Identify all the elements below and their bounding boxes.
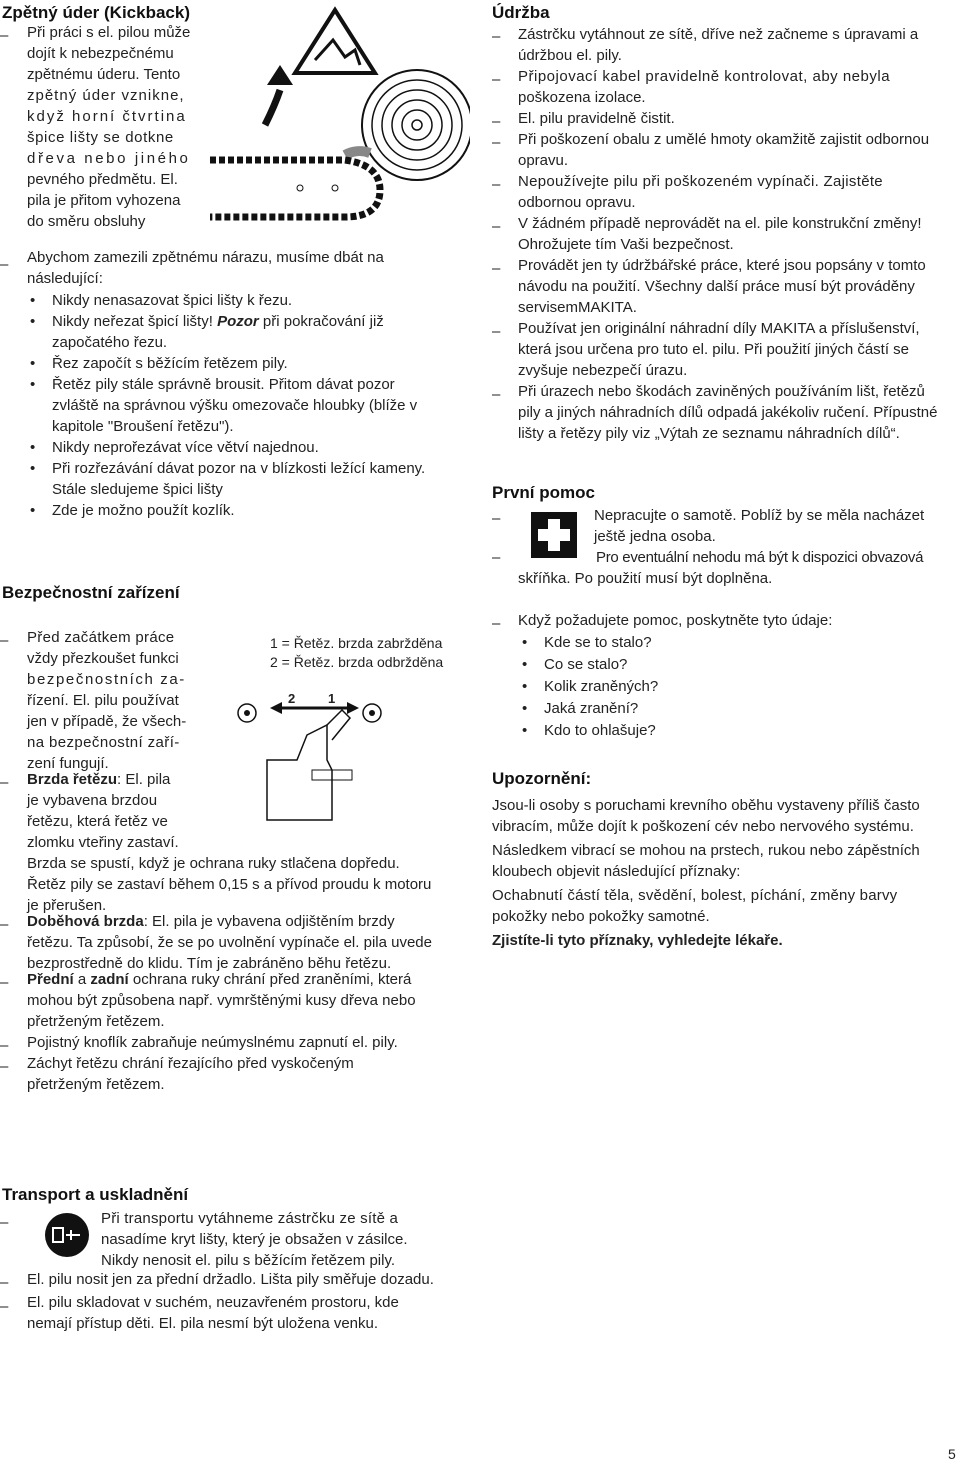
dash: – <box>0 1037 9 1054</box>
text-line: následující: <box>27 270 103 287</box>
text-line: vždy přezkoušet funkci <box>27 650 179 667</box>
text-line: Ochabnutí částí těla, svědění, bolest, píchání, změny barvy <box>492 887 898 904</box>
dash: – <box>492 218 501 235</box>
text-line: zení fungují. <box>27 755 109 772</box>
text-line: opravu. <box>518 152 569 169</box>
text-line: ještě jedna osoba. <box>594 528 716 545</box>
chainsaw-bar <box>210 160 380 217</box>
dash: – <box>492 176 501 193</box>
text-line: jen v případě, že všech- <box>27 713 187 730</box>
text-line: Nepracujte o samotě. Poblíž by se měla nacházet <box>594 507 925 524</box>
text-line: Používat jen originální náhradní díly MAKITA a příslušenství, <box>518 320 920 337</box>
label: zadní <box>90 971 129 988</box>
dash: – <box>492 113 501 130</box>
emphasis: Pozor <box>217 313 259 330</box>
maintenance-heading: Údržba <box>492 3 550 22</box>
text-line: Pojistný knoflík zabraňuje neúmyslnému zapnutí el. pily. <box>27 1034 398 1051</box>
dash: – <box>492 71 501 88</box>
text-line: Když požadujete pomoc, poskytněte tyto údaje: <box>518 612 833 629</box>
label: Doběhová brzda <box>27 913 144 930</box>
text-line: Stále sledujeme špici lišty <box>52 481 223 498</box>
text-line: Nikdy nenosit el. pilu s běžícím řetězem pily. <box>101 1252 396 1269</box>
text-line: Při práci s el. pilou může <box>27 24 191 41</box>
text-line: dojít k nebezpečnému <box>27 45 174 62</box>
dash: – <box>0 1298 9 1315</box>
kickback-heading: Zpětný úder (Kickback) <box>2 3 190 22</box>
question-item: • Kdo to ohlašuje? <box>544 720 656 741</box>
text-line: na bezpečnostní zaří- <box>27 734 180 751</box>
warning-advice: Zjistíte-li tyto příznaky, vyhledejte lékaře. <box>492 932 783 949</box>
text-line: skříňka. Po použití musí být doplněna. <box>518 570 773 587</box>
hand-guard <box>327 710 350 740</box>
text-line: započatého řezu. <box>52 334 168 351</box>
dash: – <box>492 28 501 45</box>
text-line: zvláště na správnou výšku omezovače hloubky (blíže v <box>52 397 418 414</box>
text-line: pily a jiných náhradních dílů odpadá jakékoliv ručení. Přípustné <box>518 404 938 421</box>
text-line: Řetěz pily se zastaví během 0,15 s a přívod proudu k motoru <box>27 876 432 893</box>
dash: – <box>492 549 501 566</box>
text-line: Před začátkem práce <box>27 629 175 646</box>
text-line: pokožky nebo pokožky samotné. <box>492 908 710 925</box>
text-line: V žádném případě neprovádět na el. pile konstrukční změny! <box>518 215 922 232</box>
arrow-head <box>267 65 293 85</box>
text-line: zlomku vteřiny zastaví. <box>27 834 179 851</box>
text-line: údržbou el. pily. <box>518 47 622 64</box>
text-line <box>27 769 170 790</box>
text-line: je přerušen. <box>27 897 107 914</box>
text-line: Provádět jen ty údržbářské práce, které jsou popsány v tomto <box>518 257 926 274</box>
text-line: Při transportu vytáhneme zástrčku ze sítě a <box>101 1210 399 1227</box>
dash: – <box>0 1274 9 1291</box>
firstaid-heading: První pomoc <box>492 483 595 502</box>
text-line: zvyšuje nebezpečí úrazu. <box>518 362 688 379</box>
dash: – <box>492 134 501 151</box>
text-line <box>27 911 395 932</box>
text-line: pila je přitom vyhozena <box>27 192 181 209</box>
label-1: 1 <box>328 691 336 706</box>
bullet-item: • Řetěz pily stále správně brousit. Přitom dávat pozor <box>52 374 395 395</box>
text-line: Připojovací kabel pravidelně kontrolovat, aby nebyla <box>518 68 891 85</box>
text-line: servisemMAKITA. <box>518 299 637 316</box>
text-line: zpětnému úderu. Tento <box>27 66 181 83</box>
label: Přední <box>27 971 74 988</box>
text-line: která jsou určena pro tuto el. pilu. Při použití jiných částí se <box>518 341 910 358</box>
dash: – <box>0 1058 9 1075</box>
text: ochrana ruky chrání před zraněními, která <box>128 971 412 988</box>
chain-brake-illustration <box>232 680 397 830</box>
bullet-item: • Nikdy neprořezávat více větví najednou. <box>52 437 319 458</box>
danger-zone-mark <box>345 151 370 155</box>
bullet-item: • Zde je možno použít kozlík. <box>52 500 235 521</box>
dash: – <box>492 510 501 527</box>
text-line: Záchyt řetězu chrání řezajícího před vyskočeným <box>27 1055 354 1072</box>
text-line: Při poškození obalu z umělé hmoty okamžitě zajistit odbornou <box>518 131 930 148</box>
text-line: El. pilu nosit jen za přední držadlo. Lišta pily směřuje dozadu. <box>27 1271 434 1288</box>
dash: – <box>0 916 9 933</box>
question-item: • Kde se to stalo? <box>544 632 652 653</box>
text-line: Zástrčku vytáhnout ze sítě, dříve než začneme s úpravami a <box>518 26 919 43</box>
label-2: 2 <box>288 691 296 706</box>
text-line: Při úrazech nebo škodách zaviněných používáním lišt, řetězů <box>518 383 925 400</box>
page-number: 5 <box>948 1446 956 1462</box>
transport-heading: Transport a uskladnění <box>2 1185 189 1204</box>
chainsaw-body <box>267 725 332 820</box>
dash: – <box>0 27 9 44</box>
text: Nikdy neřezat špicí lišty! <box>52 313 218 330</box>
text-line: Abychom zamezili zpětnému nárazu, musíme dbát na <box>27 249 384 266</box>
question-item: • Jaká zranění? <box>544 698 638 719</box>
text-line: bezpečnostních za- <box>27 671 186 688</box>
text: : El. pila je vybavena odjištěním brzdy <box>143 913 395 930</box>
text-line: lišty a řetězy pily viz „Výtah ze seznamu náhradních dílů“. <box>518 425 900 442</box>
dash: – <box>0 774 9 791</box>
warning-heading: Upozornění: <box>492 769 592 788</box>
text-line: špice lišty se dotkne <box>27 129 174 146</box>
safety-heading: Bezpečnostní zařízení <box>2 583 180 602</box>
text-line: kloubech objevit následující příznaky: <box>492 863 741 880</box>
bullet-item: • Při rozřezávání dávat pozor na v blízkosti ležící kameny. <box>52 458 425 479</box>
text: a <box>73 971 91 988</box>
text-line: když horní čtvrtina <box>27 108 187 125</box>
text-line: dřeva nebo jiného <box>27 150 191 167</box>
bullet-item: • Řez započít s běžícím řetězem pily. <box>52 353 288 374</box>
text-line: mohou být způsobena např. vymrštěnými kusy dřeva nebo <box>27 992 416 1009</box>
text-line: zpětný úder vznikne, <box>27 87 185 104</box>
bullet-item: • Nikdy nenasazovat špici lišty k řezu. <box>52 290 292 311</box>
kickback-illustration <box>205 5 470 230</box>
legend-item: 2 = Řetěz. brzda odbržděna <box>270 654 444 670</box>
legend-item: 1 = Řetěz. brzda zabržděna <box>270 635 443 651</box>
text-line: návodu na použití. Všechny další práce musí být prováděny <box>518 278 915 295</box>
text: : El. pila <box>117 771 171 788</box>
text-line: Brzda se spustí, když je ochrana ruky stlačena dopředu. <box>27 855 400 872</box>
question-item: • Kolik zraněných? <box>544 676 658 697</box>
text-line: nemají přístup děti. El. pila nesmí být uložena venku. <box>27 1315 379 1332</box>
first-aid-kit-icon <box>531 512 577 558</box>
text-line: Nepoužívejte pilu při poškozeném vypínači. Zajistěte <box>518 173 883 190</box>
text-line: Následkem vibrací se mohou na prstech, rukou nebo zápěstních <box>492 842 920 859</box>
text-line <box>27 969 411 990</box>
text-line: přetrženým řetězem. <box>27 1076 165 1093</box>
text-line: El. pilu pravidelně čistit. <box>518 110 675 127</box>
text-line: řetězu, která řetěz ve <box>27 813 168 830</box>
dash: – <box>0 1214 9 1231</box>
text-line: pevného předmětu. El. <box>27 171 178 188</box>
kickback-arrow <box>265 90 280 125</box>
text-line: odbornou opravu. <box>518 194 636 211</box>
dash: – <box>0 974 9 991</box>
log-icon <box>362 70 470 180</box>
text-line: do směru obsluhy <box>27 213 146 230</box>
question-item: • Co se stalo? <box>544 654 627 675</box>
dash: – <box>0 632 9 649</box>
text-line: Ohrožujete tím Vaši bezpečnost. <box>518 236 734 253</box>
text-line: je vybavena brzdou <box>27 792 158 809</box>
dash: – <box>492 260 501 277</box>
text-line: poškozena izolace. <box>518 89 646 106</box>
text: při pokračování již <box>258 313 384 330</box>
text-line: kapitole "Broušení řetězu"). <box>52 418 234 435</box>
dash: – <box>492 323 501 340</box>
text-line: Jsou-li osoby s poruchami krevního oběhu vystaveny příliš často <box>492 797 920 814</box>
text-line: řetězu. Ta způsobí, že se po uvolnění vypínače el. pila uvede <box>27 934 432 951</box>
bullet-item <box>52 311 384 332</box>
text-line: bezprostředně do klidu. Tím je zabráněno běhu řetězu. <box>27 955 392 972</box>
text-line: nasadíme kryt lišty, který je obsažen v zásilce. <box>101 1231 408 1248</box>
label: Brzda řetězu <box>27 771 118 788</box>
text-line: vibracím, může dojít k poškození cév nebo nervového systému. <box>492 818 914 835</box>
text-line: El. pilu skladovat v suchém, neuzavřeném prostoru, kde <box>27 1294 399 1311</box>
text-line: Pro eventuální nehodu má být k dispozici obvazová <box>596 549 924 566</box>
dash: – <box>0 256 9 273</box>
unplug-icon <box>44 1212 90 1258</box>
text-line: řízení. El. pilu používat <box>27 692 179 709</box>
dash: – <box>492 386 501 403</box>
dash: – <box>492 615 501 632</box>
text-line: přetrženým řetězem. <box>27 1013 165 1030</box>
